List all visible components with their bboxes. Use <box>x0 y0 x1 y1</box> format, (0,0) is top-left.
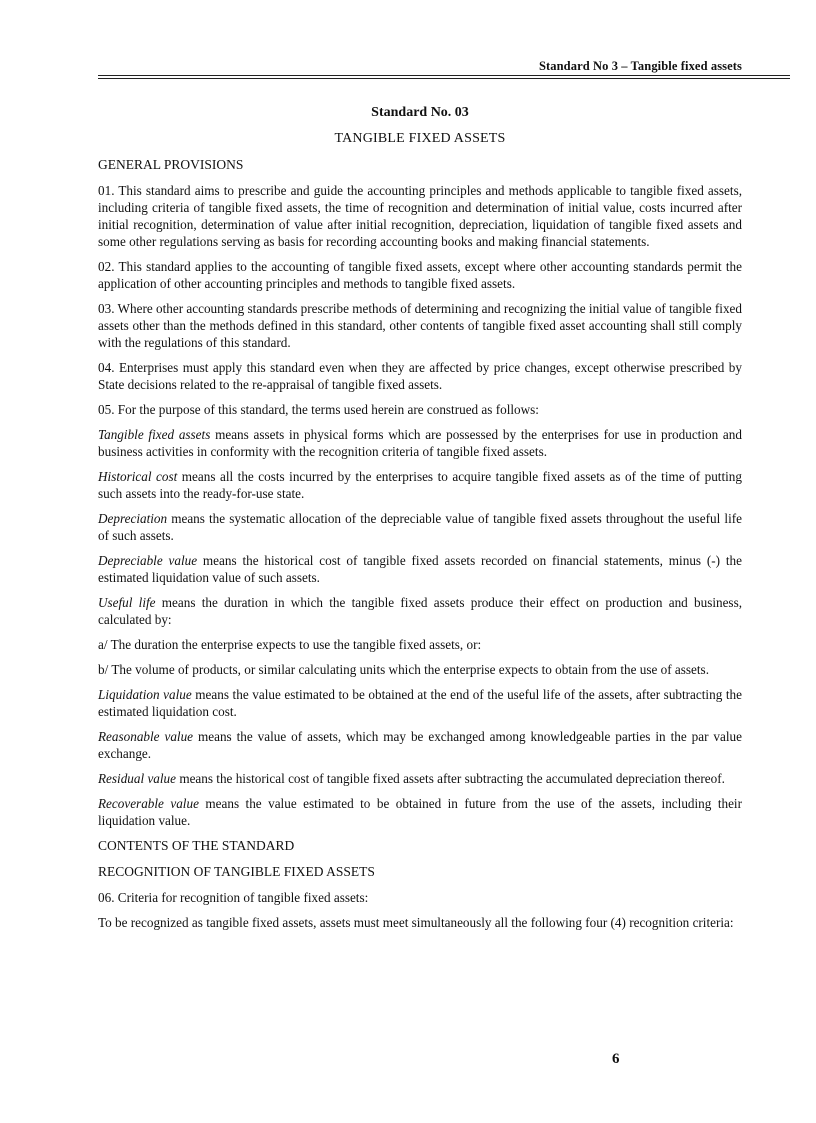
definition-text: means the historical cost of tangible fixed assets recorded on financial statements, minus (-) the estimated liquidation value of such assets. <box>98 553 742 585</box>
document-body <box>98 104 742 939</box>
definition-text: means all the costs incurred by the enterprises to acquire tangible fixed assets as of the time of putting such assets into the ready-for-use state. <box>98 469 742 501</box>
definition-text: means the duration in which the tangible fixed assets produce their effect on production and business, calculated by: <box>98 595 742 627</box>
standard-number: Standard No. 03 <box>371 105 469 120</box>
paragraph-06-text: To be recognized as tangible fixed assets, assets must meet simultaneously all the following four (4) recognition criteria: <box>98 915 734 930</box>
running-header: Standard No 3 – Tangible fixed assets <box>538 59 742 73</box>
definition-depreciation <box>98 510 742 544</box>
definition-recoverable-value <box>98 795 742 829</box>
page-number: 6 <box>612 1051 620 1067</box>
paragraph-03: 03. Where other accounting standards prescribe methods of determining and recognizing the initial value of tangible fixed assets other than the methods defined in this standard, other contents of tangible fixed asset accounting shall still comply with the regulations of this standard. <box>98 301 742 350</box>
definition-useful-life <box>98 594 742 628</box>
definition-term: Tangible fixed assets <box>98 427 211 442</box>
definition-term: Residual value <box>98 771 177 786</box>
contents-heading: CONTENTS OF THE STANDARD <box>98 838 295 853</box>
general-provisions-heading: GENERAL PROVISIONS <box>98 157 244 172</box>
definition-text: means the systematic allocation of the depreciable value of tangible fixed assets throughout the useful life of such assets. <box>98 511 742 543</box>
definition-term: Reasonable value <box>98 729 194 744</box>
definition-historical-cost <box>98 468 742 502</box>
definition-term: Liquidation value <box>98 687 192 702</box>
definition-term: Useful life <box>98 595 156 610</box>
paragraph-06: 06. Criteria for recognition of tangible fixed assets: <box>98 890 369 905</box>
definition-text: means the value estimated to be obtained at the end of the useful life of the assets, after subtracting the estimated liquidation cost. <box>98 687 742 719</box>
definition-term: Depreciable value <box>98 553 198 568</box>
paragraph-02: 02. This standard applies to the accounting of tangible fixed assets, except where other accounting standards permit the application of other accounting principles and methods to tangible fixed assets. <box>98 259 742 291</box>
definition-text: means the value estimated to be obtained in future from the use of the assets, including their liquidation value. <box>98 796 742 828</box>
definition-residual-value <box>98 770 742 787</box>
definition-term: Recoverable value <box>98 796 199 811</box>
definition-term: Historical cost <box>98 469 178 484</box>
definition-text: means the value of assets, which may be exchanged among knowledgeable parties in the par value exchange. <box>98 729 742 761</box>
useful-life-option-b: b/ The volume of products, or similar calculating units which the enterprise expects to obtain from the use of assets. <box>98 662 709 677</box>
header-rule-top <box>98 75 790 76</box>
definition-liquidation-value <box>98 686 742 720</box>
paragraph-04: 04. Enterprises must apply this standard even when they are affected by price changes, except otherwise prescribed by State decisions related to the re-appraisal of tangible fixed assets. <box>98 360 742 392</box>
definition-text: means the historical cost of tangible fixed assets after subtracting the accumulated depreciation thereof. <box>176 771 725 786</box>
recognition-heading: RECOGNITION OF TANGIBLE FIXED ASSETS <box>98 864 375 879</box>
paragraph-01: 01. This standard aims to prescribe and guide the accounting principles and methods applicable to tangible fixed assets, including criteria of tangible fixed assets, the time of recognition and determination of initial value, costs incurred after initial recognition, determination of value after initial recognition, depreciation, liquidation of tangible fixed assets and some other regulations serving as basis for recording accounting books and making financial statements. <box>98 183 742 249</box>
useful-life-option-a: a/ The duration the enterprise expects to use the tangible fixed assets, or: <box>98 637 482 652</box>
definition-reasonable-value <box>98 728 742 762</box>
header-rule-bottom <box>98 78 790 79</box>
standard-title: TANGIBLE FIXED ASSETS <box>334 131 506 146</box>
definition-term: Depreciation <box>98 511 168 526</box>
paragraph-05: 05. For the purpose of this standard, the terms used herein are construed as follows: <box>98 402 539 417</box>
definition-text: means assets in physical forms which are possessed by the enterprises for use in production and business activities in conformity with the recognition criteria of tangible fixed assets. <box>98 427 742 459</box>
definition-tangible-fixed-assets <box>98 426 742 460</box>
definition-depreciable-value <box>98 552 742 586</box>
